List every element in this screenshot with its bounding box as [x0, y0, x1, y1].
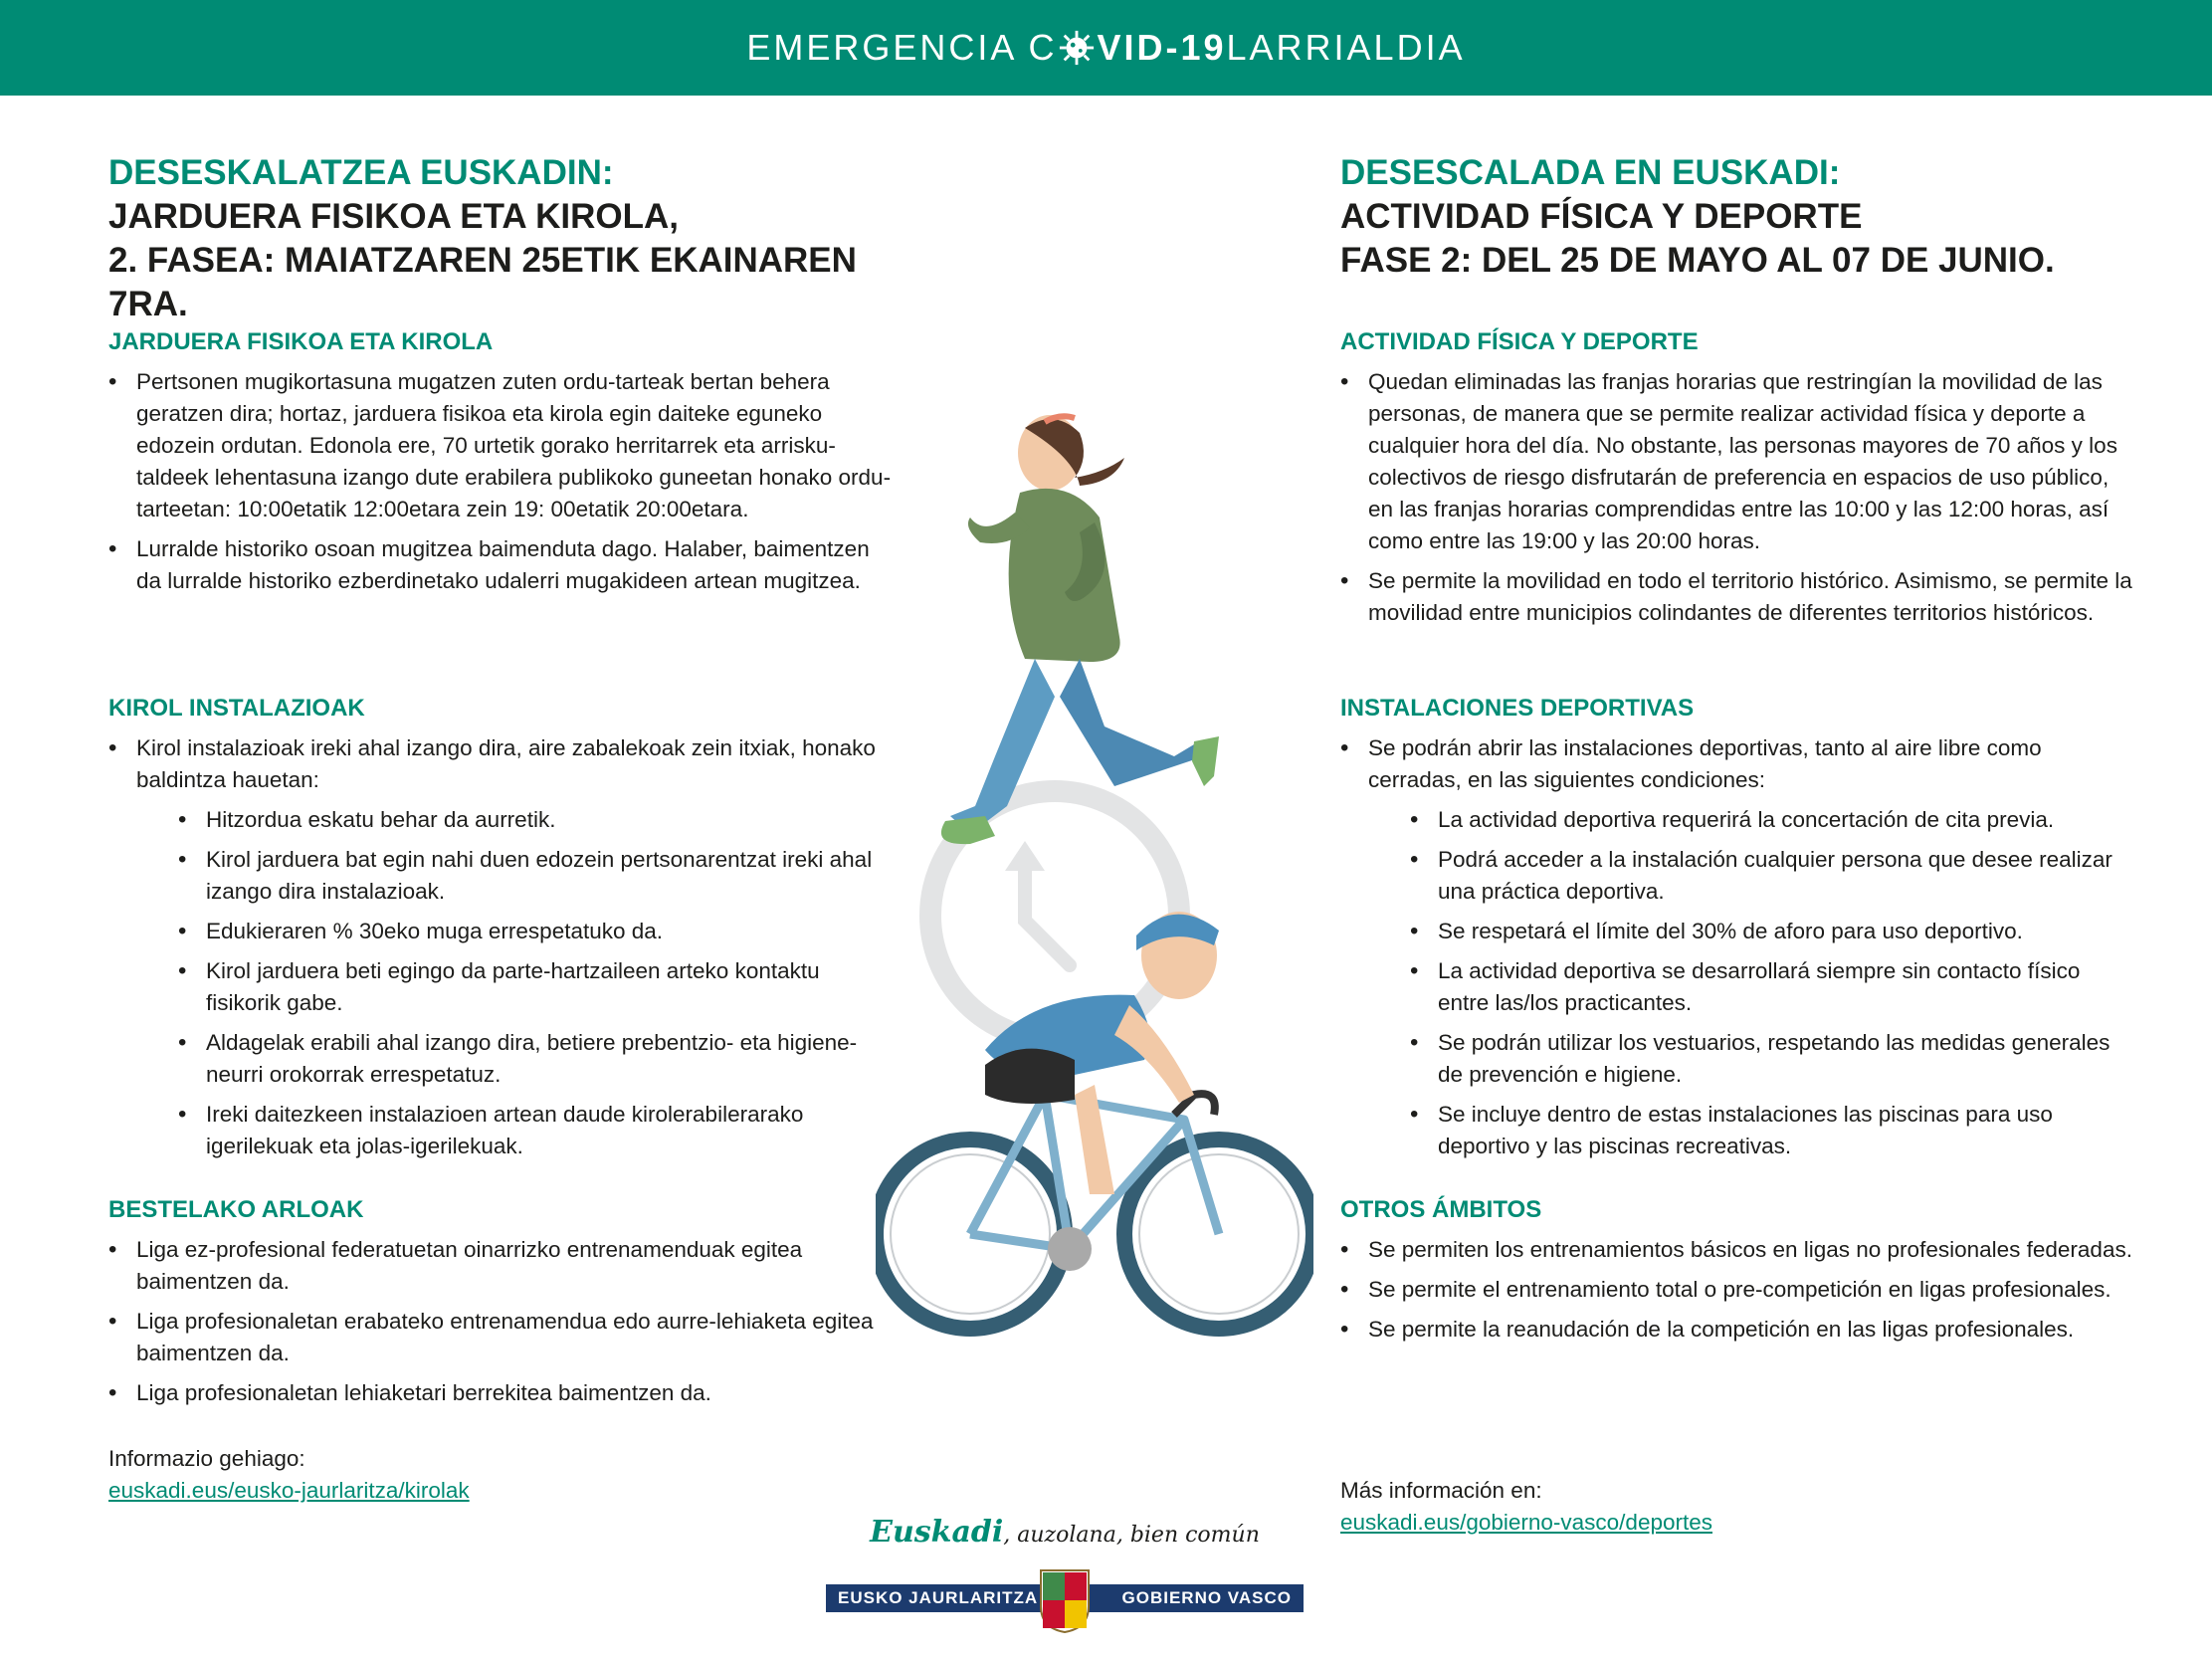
right-title-green: DESESCALADA EN EUSKADI:	[1340, 153, 1841, 192]
list-item: • Quedan eliminadas las franjas horarias que restringían la movilidad de las personas, de manera que se permite realizar actividad física y deporte a cualquier hora del día. No obstante, las personas mayores de 70 años y los colectivos de riesgo disfrutarán de preferencia en espacios de uso público, en las franjas horarias comprendidas entre las 10:00 y las 12:00 horas, así como entre las 19:00 y las 20:00 horas.	[1340, 366, 2136, 557]
left-sec3-list	[108, 1234, 895, 1417]
right-sec2-list	[1340, 732, 2136, 1170]
header-title-bold: VID-19	[1097, 27, 1227, 68]
list-item	[108, 732, 895, 1162]
list-item: • Se permite el entrenamiento total o pre-competición en ligas profesionales.	[1340, 1274, 2136, 1306]
list-item: • Aldagelak erabili ahal izango dira, betiere prebentzio- eta higiene-neurri orokorrak errespetatuz.	[178, 1027, 895, 1091]
list-item: • Kirol jarduera bat egin nahi duen edozein pertsonarentzat ireki ahal izango dira instalazioak.	[178, 844, 895, 908]
header-title-pre: EMERGENCIA C	[746, 27, 1058, 68]
right-title-line2: FASE 2: DEL 25 DE MAYO AL 07 DE JUNIO.	[1340, 241, 2055, 280]
left-title	[108, 151, 895, 326]
left-sec3-heading: BESTELAKO ARLOAK	[108, 1196, 364, 1223]
left-column	[108, 151, 895, 1503]
list-item: • Se incluye dentro de estas instalaciones las piscinas para uso deportivo y las piscinas recreativas.	[1410, 1099, 2136, 1162]
left-title-line2: 2. FASEA: MAIATZAREN 25ETIK EKAINAREN 7RA.	[108, 241, 857, 323]
left-sec1-heading: JARDUERA FISIKOA ETA KIROLA	[108, 328, 494, 355]
left-title-green: DESESKALATZEA EUSKADIN:	[108, 153, 614, 192]
list-item: • Ireki daitezkeen instalazioen artean daude kirolerabilerarako igerilekuak eta jolas-igerilekuak.	[178, 1099, 895, 1162]
right-sec2-intro: Se podrán abrir las instalaciones deportivas, tanto al aire libre como cerradas, en las siguientes condiciones:	[1368, 735, 2042, 792]
left-info-link[interactable]: euskadi.eus/eusko-jaurlaritza/kirolak	[108, 1478, 470, 1503]
right-info-link[interactable]: euskadi.eus/gobierno-vasco/deportes	[1340, 1510, 1712, 1535]
brand-block	[826, 1515, 1304, 1607]
slogan	[826, 1515, 1304, 1550]
virus-icon	[1058, 29, 1096, 67]
slogan-rest: , auzolana, bien común	[1003, 1523, 1260, 1548]
left-sec2-intro: Kirol instalazioak ireki ahal izango dira, aire zabalekoak zein itxiak, honako baldintza hauetan:	[136, 735, 876, 792]
list-item: • Pertsonen mugikortasuna mugatzen zuten ordu-tarteak bertan behera geratzen dira; hortaz, jarduera fisikoa eta kirola egin daiteke eguneko edozein ordutan. Edonola ere, 70 urtetik gorako herritarrek eta arrisku-taldeek lehentasuna izango dute erabilera publikoko guneetan honako ordu-tarteetan: 10:00etatik 12:00etara zein 19: 00etatik 20:00etara.	[108, 366, 895, 525]
right-info-label: Más información en:	[1340, 1478, 1542, 1503]
list-item: • La actividad deportiva requerirá la concertación de cita previa.	[1410, 804, 2136, 836]
government-left-label: EUSKO JAURLARITZA	[838, 1588, 1039, 1607]
list-item: • Lurralde historiko osoan mugitzea baimenduta dago. Halaber, baimentzen da lurralde historiko ezberdinetako udalerri mugakideen artean mugitzea.	[108, 533, 895, 597]
right-title	[1340, 151, 2136, 283]
list-item: • Podrá acceder a la instalación cualquier persona que desee realizar una práctica deportiva.	[1410, 844, 2136, 908]
right-sec3-list	[1340, 1234, 2136, 1353]
right-title-line1: ACTIVIDAD FÍSICA Y DEPORTE	[1340, 197, 1863, 236]
list-item: • Hitzordua eskatu behar da aurretik.	[178, 804, 895, 836]
right-sec1-list	[1340, 366, 2136, 637]
right-sec1-heading: ACTIVIDAD FÍSICA Y DEPORTE	[1340, 328, 1699, 355]
left-info-label: Informazio gehiago:	[108, 1446, 305, 1471]
list-item: • Liga profesionaletan lehiaketari berrekitea baimentzen da.	[108, 1377, 895, 1409]
list-item	[1340, 732, 2136, 1162]
list-item: • Edukieraren % 30eko muga errespetatuko da.	[178, 916, 895, 947]
coat-of-arms-icon	[1037, 1566, 1093, 1634]
right-sec2-sublist	[1368, 804, 2136, 1162]
left-sec2-sublist	[136, 804, 895, 1162]
list-item: • Se permite la movilidad en todo el territorio histórico. Asimismo, se permite la movilidad entre municipios colindantes de diferentes territorios históricos.	[1340, 565, 2136, 629]
list-item: • Liga profesionaletan erabateko entrenamendua edo aurre-lehiaketa egitea baimentzen da.	[108, 1306, 895, 1369]
left-sec2-heading: KIROL INSTALAZIOAK	[108, 695, 365, 722]
list-item: • Se respetará el límite del 30% de aforo para uso deportivo.	[1410, 916, 2136, 947]
right-column	[1340, 151, 2136, 1535]
left-info	[108, 1443, 470, 1507]
list-item: • La actividad deportiva se desarrollará siempre sin contacto físico entre las/los practicantes.	[1410, 955, 2136, 1019]
slogan-main: Euskadi	[870, 1515, 1004, 1550]
list-item: • Se permiten los entrenamientos básicos en ligas no profesionales federadas.	[1340, 1234, 2136, 1266]
header-title-post: LARRIALDIA	[1226, 27, 1466, 68]
right-sec3-heading: OTROS ÁMBITOS	[1340, 1196, 1542, 1223]
list-item: • Kirol jarduera beti egingo da parte-hartzaileen arteko kontaktu fisikorik gabe.	[178, 955, 895, 1019]
right-info	[1340, 1475, 1712, 1539]
list-item: • Se podrán utilizar los vestuarios, respetando las medidas generales de prevención e higiene.	[1410, 1027, 2136, 1091]
left-sec2-list	[108, 732, 895, 1170]
list-item: • Liga ez-profesional federatuetan oinarrizko entrenamenduak egitea baimentzen da.	[108, 1234, 895, 1298]
left-title-line1: JARDUERA FISIKOA ETA KIROLA,	[108, 197, 679, 236]
right-sec2-heading: INSTALACIONES DEPORTIVAS	[1340, 695, 1695, 722]
runner-figure	[941, 415, 1219, 844]
left-sec1-list	[108, 366, 895, 605]
list-item: • Se permite la reanudación de la competición en las ligas profesionales.	[1340, 1314, 2136, 1346]
header-bar	[0, 0, 2212, 96]
government-right-label: GOBIERNO VASCO	[1121, 1588, 1292, 1607]
runner-cyclist-illustration	[876, 398, 1313, 1353]
